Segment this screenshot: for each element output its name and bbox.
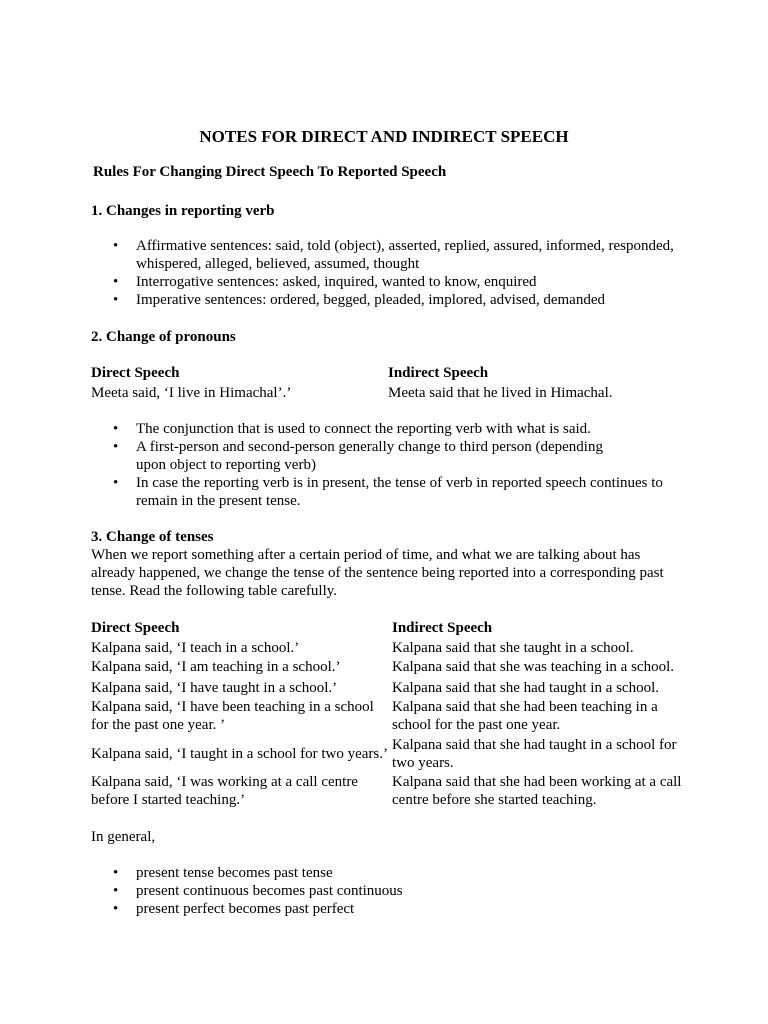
table-cell-direct: Meeta said, ‘I live in Himachal’.’ [91, 385, 292, 401]
bullet-icon: • [113, 292, 119, 308]
list-item: • Affirmative sentences: said, told (object), asserted, replied, assured, informed, responded, whispered, alleged, believed, assumed, thought [113, 238, 674, 272]
bullet-icon: • [113, 475, 119, 491]
list-item: • A first-person and second-person generally change to third person (depending upon object to reporting verb) [113, 439, 603, 473]
bullet-icon: • [113, 421, 119, 437]
list-item: • Interrogative sentences: asked, inquired, wanted to know, enquired [113, 274, 537, 290]
bullet-icon: • [113, 238, 119, 254]
section-heading-reporting-verb: 1. Changes in reporting verb [91, 203, 275, 219]
bullet-icon: • [113, 883, 119, 899]
section-heading-tenses: 3. Change of tenses [91, 529, 214, 545]
table-cell-indirect: Kalpana said that she was teaching in a school. [392, 659, 674, 675]
pronoun-rules-list [91, 420, 691, 510]
document-title: NOTES FOR DIRECT AND INDIRECT SPEECH [199, 127, 569, 146]
list-item: • present continuous becomes past continuous [113, 883, 403, 899]
table-cell-direct: Kalpana said, ‘I have been teaching in a school for the past one year. ’ [91, 699, 374, 733]
table-cell-direct: Kalpana said, ‘I teach in a school.’ [91, 640, 300, 656]
table-header-indirect: Indirect Speech [392, 620, 493, 636]
table-cell-indirect: Kalpana said that she had taught in a school. [392, 680, 660, 696]
list-item: • present tense becomes past tense [113, 865, 333, 881]
table-cell-direct: Kalpana said, ‘I was working at a call centre before I started teaching.’ [91, 774, 358, 808]
table-header-indirect: Indirect Speech [388, 365, 489, 381]
table-header-direct: Direct Speech [91, 620, 180, 636]
tenses-paragraph: When we report something after a certain period of time, and what we are talking about has already happened, we change the tense of the sentence being reported into a corresponding past tense. Read the following table carefully. [91, 547, 664, 599]
table-cell-indirect: Kalpana said that she had taught in a school for two years. [392, 737, 677, 771]
table-cell-direct: Kalpana said, ‘I taught in a school for two years.’ [91, 746, 388, 762]
reporting-verb-list [91, 237, 691, 309]
table-cell-indirect: Kalpana said that she taught in a school. [392, 640, 634, 656]
list-item: • Imperative sentences: ordered, begged, pleaded, implored, advised, demanded [113, 292, 605, 308]
bullet-icon: • [113, 901, 119, 917]
section-heading-pronouns: 2. Change of pronouns [91, 329, 236, 345]
general-rules-list [91, 864, 691, 918]
list-item: • present perfect becomes past perfect [113, 901, 355, 917]
general-intro: In general, [91, 829, 156, 845]
bullet-icon: • [113, 865, 119, 881]
table-cell-indirect: Kalpana said that she had been teaching in a school for the past one year. [392, 699, 658, 733]
document-subtitle: Rules For Changing Direct Speech To Reported Speech [93, 164, 447, 180]
bullet-icon: • [113, 439, 119, 455]
list-item: • In case the reporting verb is in present, the tense of verb in reported speech continues to remain in the present tense. [113, 475, 663, 509]
list-item: • The conjunction that is used to connect the reporting verb with what is said. [113, 421, 591, 437]
table-cell-indirect: Meeta said that he lived in Himachal. [388, 385, 613, 401]
bullet-icon: • [113, 274, 119, 290]
table-cell-direct: Kalpana said, ‘I have taught in a school.’ [91, 680, 338, 696]
table-header-direct: Direct Speech [91, 365, 180, 381]
table-cell-indirect: Kalpana said that she had been working at a call centre before she started teaching. [392, 774, 682, 808]
table-cell-direct: Kalpana said, ‘I am teaching in a school.’ [91, 659, 341, 675]
